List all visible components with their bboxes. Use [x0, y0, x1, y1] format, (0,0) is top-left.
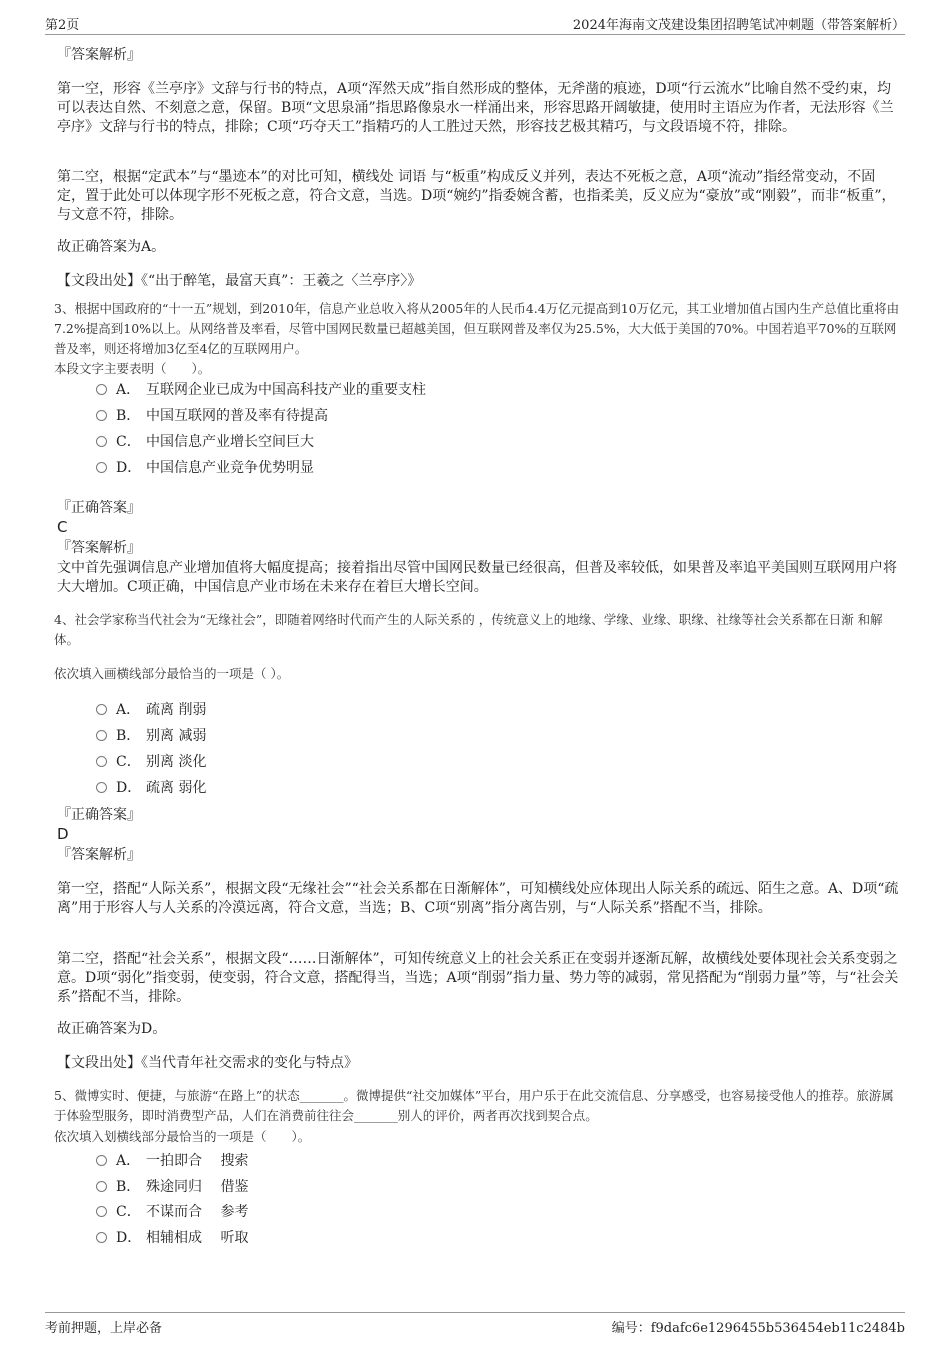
option-d[interactable]: [96, 778, 206, 798]
option-b[interactable]: [96, 1177, 248, 1197]
option-c[interactable]: [96, 752, 206, 772]
option-letter: C．: [116, 1204, 141, 1220]
question-stem: 3、根据中国政府的“十一五”规划，到2010年，信息产业总收入将从2005年的人民币4.4万亿元提高到10万亿元，其工业增加值占国内生产总值比重将由7.2%提高到10%以上。从网络普及率看，尽管中国网民数量已超越美国，但互联网普及率仅为25.5%，大大低于美国的70%。中国若追平70%的互联网普及率，则还将增加3亿至4亿的互联网用户。: [54, 301, 900, 356]
question-ask: 依次填入划横线部分最恰当的一项是（ ）。: [54, 1129, 311, 1144]
source-citation: 【文段出处】《当代青年社交需求的变化与特点》: [57, 1055, 358, 1071]
option-text: 别离 淡化: [146, 754, 207, 770]
radio-icon[interactable]: [96, 462, 107, 473]
option-d[interactable]: [96, 1228, 248, 1248]
page-number: 第2页: [45, 18, 80, 33]
option-letter: A．: [116, 1153, 141, 1169]
option-b[interactable]: [96, 406, 328, 426]
conclusion: 故正确答案为D。: [57, 1021, 167, 1037]
option-letter: B．: [116, 1179, 141, 1195]
question-stem: 5、微博实时、便捷，与旅游“在路上”的状态_______。微博提供“社交加媒体”平台，用户乐于在此交流信息、分享感受，也容易接受他人的推荐。旅游属于体验型服务，即时消费型产品，人们在消费前往往会_______别人的评价，两者再次找到契合点。: [54, 1088, 894, 1123]
correct-answer-label: 『正确答案』: [57, 500, 141, 516]
correct-answer-label: 『正确答案』: [57, 807, 141, 823]
analysis-paragraph: 第一空，搭配“人际关系”，根据文段“无缘社会”“社会关系都在日渐解体”，可知横线处应体现出人际关系的疏远、陌生之意。A、D项“疏离”用于形容人与人关系的冷漠远离，符合文意，当选；B、C项“别离”指分离告别，与“人际关系”搭配不当，排除。: [57, 881, 899, 916]
radio-icon[interactable]: [96, 756, 107, 767]
option-c[interactable]: [96, 432, 314, 452]
question-ask: 本段文字主要表明（ ）。: [54, 361, 211, 376]
page-header: [45, 14, 905, 35]
analysis-paragraph: 第二空，根据“定武本”与“墨迹本”的对比可知，横线处 词语 与“板重”构成反义并列，表达不死板之意，A项“流动”指经常变动，不固定，置于此处可以体现字形不死板之意，符合文意，当选。D项“婉约”指委婉含蓄，也指柔美，反义应为“豪放”或“刚毅”，而非“板重”，与文意不符，排除。: [57, 169, 896, 223]
option-letter: B．: [116, 408, 141, 424]
option-letter: C．: [116, 434, 141, 450]
source-citation: 【文段出处】《“出于醉笔，最富天真”：王羲之〈兰亭序〉》: [57, 273, 422, 289]
analysis-paragraph: 文中首先强调信息产业增加值将大幅度提高；接着指出尽管中国网民数量已经很高，但普及率较低，如果普及率追平美国则互联网用户将大大增加。C项正确，中国信息产业市场在未来存在着巨大增长空间。: [57, 560, 897, 595]
conclusion: 故正确答案为A。: [57, 239, 166, 255]
correct-answer: C: [57, 518, 68, 536]
analysis-label: 『答案解析』: [57, 47, 141, 63]
analysis-label: 『答案解析』: [57, 847, 141, 863]
option-letter: D．: [116, 460, 142, 476]
radio-icon[interactable]: [96, 1232, 107, 1243]
option-a[interactable]: [96, 700, 206, 720]
radio-icon[interactable]: [96, 1181, 107, 1192]
option-text: 互联网企业已成为中国高科技产业的重要支柱: [146, 382, 426, 398]
radio-icon[interactable]: [96, 410, 107, 421]
option-d[interactable]: [96, 458, 314, 478]
footer-slogan: 考前押题，上岸必备: [45, 1321, 163, 1336]
option-text: 疏离 弱化: [146, 780, 207, 796]
option-letter: B．: [116, 728, 141, 744]
correct-answer: D: [57, 825, 69, 843]
radio-icon[interactable]: [96, 704, 107, 715]
document-id: 编号：f9dafc6e1296455b536454eb11c2484b: [611, 1321, 905, 1336]
option-b[interactable]: [96, 726, 206, 746]
page-footer: [45, 1312, 905, 1335]
option-text: 中国互联网的普及率有待提高: [146, 408, 328, 424]
radio-icon[interactable]: [96, 436, 107, 447]
option-letter: C．: [116, 754, 141, 770]
analysis-paragraph: 第二空，搭配“社会关系”，根据文段“……日渐解体”，可知传统意义上的社会关系正在变弱并逐渐瓦解，故横线处要体现社会关系变弱之意。D项“弱化”指变弱，使变弱，符合文意，搭配得当，当选；A项“削弱”指力量、势力等的减弱，常见搭配为“削弱力量”等，与“社会关系”搭配不当，排除。: [57, 951, 899, 1005]
option-text: 别离 减弱: [146, 728, 207, 744]
option-text: 一拍即合 搜索: [146, 1153, 249, 1169]
option-text: 中国信息产业增长空间巨大: [146, 434, 314, 450]
radio-icon[interactable]: [96, 782, 107, 793]
radio-icon[interactable]: [96, 730, 107, 741]
option-letter: D．: [116, 780, 142, 796]
document-title: 2024年海南文茂建设集团招聘笔试冲刺题（带答案解析）: [572, 18, 905, 33]
option-a[interactable]: [96, 380, 426, 400]
option-text: 中国信息产业竞争优势明显: [146, 460, 314, 476]
option-text: 相辅相成 听取: [146, 1230, 249, 1246]
option-letter: A．: [116, 702, 141, 718]
option-c[interactable]: [96, 1202, 248, 1222]
option-text: 殊途同归 借鉴: [146, 1179, 249, 1195]
question-ask: 依次填入画横线部分最恰当的一项是（ ）。: [54, 666, 290, 681]
radio-icon[interactable]: [96, 384, 107, 395]
question-stem: 4、社会学家称当代社会为“无缘社会”，即随着网络时代而产生的人际关系的 ，传统意义上的地缘、学缘、业缘、职缘、社缘等社会关系都在日渐 和解体。: [54, 612, 883, 647]
option-a[interactable]: [96, 1151, 248, 1171]
radio-icon[interactable]: [96, 1155, 107, 1166]
option-text: 不谋而合 参考: [146, 1204, 249, 1220]
option-letter: A．: [116, 382, 141, 398]
analysis-label: 『答案解析』: [57, 540, 141, 556]
option-text: 疏离 削弱: [146, 702, 207, 718]
radio-icon[interactable]: [96, 1206, 107, 1217]
option-letter: D．: [116, 1230, 142, 1246]
analysis-paragraph: 第一空，形容《兰亭序》文辞与行书的特点，A项“浑然天成”指自然形成的整体，无斧凿的痕迹，D项“行云流水”比喻自然不受约束，均可以表达自然、不刻意之意，保留。B项“文思泉涌”指思路像泉水一样涌出来，形容思路开阔敏捷，使用时主语应为作者，无法形容《兰亭序》文辞与行书的特点，排除；C项“巧夺天工”指精巧的人工胜过天然，形容技艺极其精巧，与文段语境不符，排除。: [57, 81, 894, 135]
